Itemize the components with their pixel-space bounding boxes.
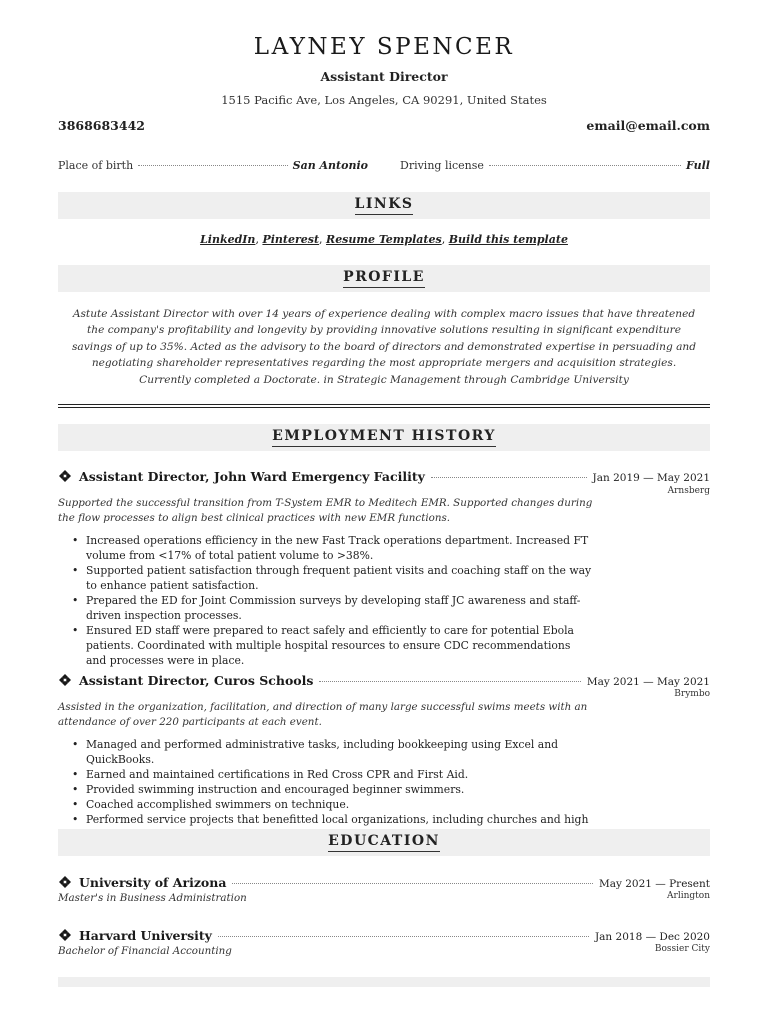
phone-number: 3868683442: [58, 118, 145, 133]
job-description: Assisted in the organization, facilitation, and direction of many large successful swims meets with an attendance of over 220 participants at each event.: [58, 701, 588, 728]
job-bullets: [72, 533, 592, 668]
place-of-birth-row: [58, 159, 368, 172]
email-address: email@email.com: [586, 118, 710, 133]
address: 1515 Pacific Ave, Los Angeles, CA 90291, United States: [221, 93, 547, 107]
list-item: • Provided swimming instruction and encouraged beginner swimmers.: [72, 782, 592, 797]
ornament-icon: [58, 469, 72, 483]
employment-heading: EMPLOYMENT HISTORY: [272, 428, 496, 447]
birth-value: San Antonio: [292, 159, 368, 172]
job-bullets: [72, 737, 592, 842]
list-item: • Supported patient satisfaction through frequent patient visits and coaching staff on the way to enhance patient satisfaction.: [72, 563, 592, 593]
education-location: Arlington: [667, 891, 710, 901]
education-entry-header: [58, 926, 710, 943]
links-heading: LINKS: [355, 196, 414, 215]
education-section-header: [58, 829, 710, 856]
link-resume-templates[interactable]: Resume Templates: [326, 233, 442, 246]
job-entry-header: [58, 671, 710, 688]
school-name: University of Arizona: [79, 875, 227, 890]
links-section-header: [58, 192, 710, 219]
job-location: Arnsberg: [667, 486, 710, 496]
employment-section-header: [58, 424, 710, 451]
list-item: • Earned and maintained certifications in Red Cross CPR and First Aid.: [72, 767, 592, 782]
license-label: Driving license: [400, 159, 484, 172]
resume-name: LAYNEY SPENCER: [253, 34, 515, 60]
ornament-icon: [58, 673, 72, 687]
profile-summary: Astute Assistant Director with over 14 years of experience dealing with complex macro issues that have threatened the company's profitability and longevity by providing innovative solutions resulting in significant expenditure savings of up to 35%. Acted as the advisory to the board of directors and demonstrated expertise in persuading and negotiating shareholder representatives regarding the most appropriate mergers and acquisition strategies. Currently completed a Doctorate. in Strategic Management through Cambridge University: [72, 308, 697, 386]
license-value: Full: [686, 159, 710, 172]
list-item: • Managed and performed administrative tasks, including bookkeeping using Excel and QuickBooks.: [72, 737, 592, 767]
link-linkedin[interactable]: LinkedIn: [200, 233, 256, 246]
divider: [58, 407, 710, 408]
link-pinterest[interactable]: Pinterest: [262, 233, 320, 246]
education-dates: Jan 2018 — Dec 2020: [594, 931, 710, 943]
school-name: Harvard University: [79, 928, 212, 943]
driving-license-row: [400, 159, 710, 172]
education-heading: EDUCATION: [328, 833, 440, 852]
list-item: • Increased operations efficiency in the new Fast Track operations department. Increased FT volume from <17% of total patient volume to >38%.: [72, 533, 592, 563]
job-title: Assistant Director: [320, 69, 448, 84]
divider: [58, 404, 710, 405]
education-entry-header: [58, 873, 710, 890]
links-list: LinkedIn, Pinterest, Resume Templates, Build this template: [200, 233, 568, 246]
job-dates: Jan 2019 — May 2021: [592, 472, 710, 484]
birth-label: Place of birth: [58, 159, 134, 172]
job-title-entry: Assistant Director, John Ward Emergency Facility: [79, 469, 425, 484]
dot-leader: [319, 681, 580, 682]
ornament-icon: [58, 875, 72, 889]
ornament-icon: [58, 928, 72, 942]
job-dates: May 2021 — May 2021: [586, 676, 710, 688]
next-section-bar: [58, 977, 710, 987]
degree: Master's in Business Administration: [58, 892, 247, 904]
dot-leader: [218, 936, 589, 937]
list-item: • Prepared the ED for Joint Commission surveys by developing staff JC awareness and staff-driven inspection processes.: [72, 593, 592, 623]
list-item: • Coached accomplished swimmers on technique.: [72, 797, 592, 812]
education-location: Bossier City: [654, 944, 710, 954]
dot-leader: [138, 165, 287, 166]
dot-leader: [431, 477, 587, 478]
dot-leader: [232, 883, 593, 884]
job-description: Supported the successful transition from T-System EMR to Meditech EMR. Supported changes during the flow processes to align best clinical practices with new EMR functions.: [58, 497, 593, 524]
job-location: Brymbo: [674, 689, 710, 699]
link-build-template[interactable]: Build this template: [448, 233, 568, 246]
job-entry-header: [58, 467, 710, 484]
degree: Bachelor of Financial Accounting: [58, 945, 232, 957]
list-item: • Performed service projects that benefitted local organizations, including churches and high: [72, 812, 592, 842]
job-title-entry: Assistant Director, Curos Schools: [79, 673, 314, 688]
education-dates: May 2021 — Present: [598, 878, 710, 890]
profile-heading: PROFILE: [343, 269, 425, 288]
profile-section-header: [58, 265, 710, 292]
list-item: • Ensured ED staff were prepared to react safely and efficiently to care for potential Ebola patients. Coordinated with multiple hospital resources to ensure CDC recommendations and processes were in place.: [72, 623, 592, 668]
dot-leader: [489, 165, 681, 166]
